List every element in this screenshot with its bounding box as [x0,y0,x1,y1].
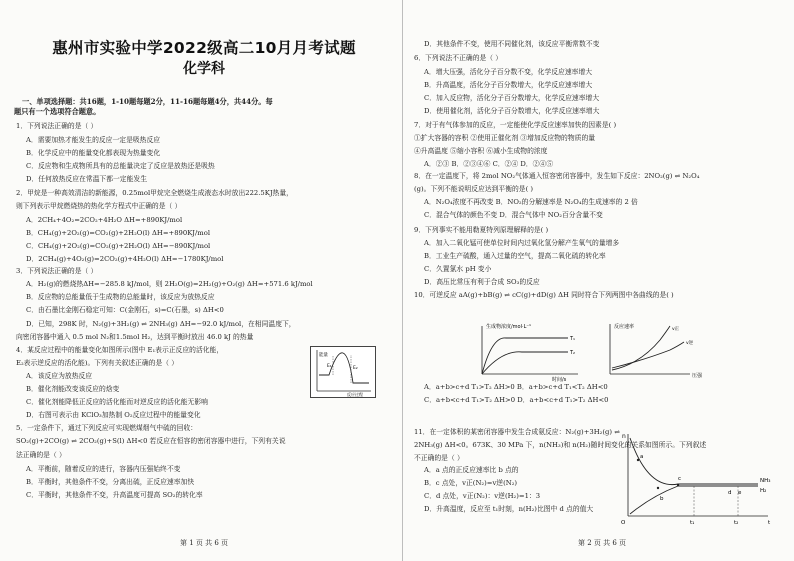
fig10a-t1: T₁ [570,336,576,342]
left-line: 向密闭容器中通入 0.5 mol N₂和1.5mol H₂，达到平衡时放出 46.0 kJ 的热量 [16,333,254,341]
right-page [412,0,792,561]
right-line: A．增大压强，活化分子百分数不变，化学反应速率增大 [424,68,593,76]
ammonia-synthesis-graph [618,430,778,528]
page-footer-right: 第 2 页 共 6 页 [577,539,627,547]
fig11-h2: H₂ [760,488,767,494]
fig11-e: e [738,490,742,496]
exam-title: 惠州市实验中学2022级高二10月月考试题 [52,39,356,57]
page-divider [402,0,403,561]
right-line: B．工业生产硫酸，通入过量的空气，提高二氧化硫的转化率 [424,252,606,260]
left-line: A．2CH₄+4O₂=2CO₂+4H₂O ΔH=+890KJ/mol [26,216,183,224]
right-line: D．高压比常压有利于合成 SO₃的反应 [424,278,540,286]
fig10a-xlabel: 时间/s [552,377,567,382]
left-line: SO₂(g)+2CO(g) ⇌ 2CO₂(g)+S(l) ΔH<0 若反应在恒容的密闭容器中进行，下列有关说 [16,437,286,445]
left-line: C．CH₄(g)+2O₂(g)=CO₂(g)+2H₂O(l) ΔH=−890KJ/mol [26,242,211,250]
fig11-t1: t₁ [690,520,695,526]
left-line: 3．下列说法正确的是（ ） [16,267,98,275]
fig4-ylabel: 能量 [319,353,328,358]
right-line: A．加入二氧化锰可使单位时间内过氧化氢分解产生氧气的量增多 [424,239,620,247]
fig11-nh3: NH₃ [760,478,771,484]
fig11-a: a [640,454,644,460]
right-line: ④升高温度 ⑤缩小容积 ⑥减小生成物的浓度 [414,147,548,155]
left-line: D．已知，298K 时，N₂(g)+3H₂(g) ⇌ 2NH₃(g) ΔH=−92.0 kJ/mol，在相同温度下， [26,320,296,328]
left-line: D．右图可表示由 KClO₃加热制 O₂反应过程中的能量变化 [26,411,201,419]
right-line: C．a+b<c+d T₁>T₂ ΔH>0 D．a+b<c+d T₁>T₂ ΔH<0 [424,396,609,404]
fig10b-vf: v正 [672,327,680,332]
fig11-t2: t₂ [734,520,739,526]
fig4-xlabel: 反应过程 [347,392,363,397]
fig4-e2: E₂ [353,366,358,371]
right-line: A．a+b>c+d T₁>T₂ ΔH>0 B．a+b>c+d T₁<T₂ ΔH<0 [424,383,608,391]
right-line: 6．下列说法不正确的是（ ） [414,54,503,62]
right-line: C．加入反应物，活化分子百分数增大，化学反应速率增大 [424,94,600,102]
concentration-time-graph [472,322,582,382]
right-line: 11．在一定体积的某密闭容器中发生合成氨反应：N₂(g)+3H₂(g) ⇌ [414,428,620,436]
left-line: 1．下列说法正确的是（ ） [16,122,98,130]
right-line: C．d 点处，v正(N₂)：v逆(H₂)=1：3 [424,492,541,500]
fig11-b: b [660,496,664,502]
left-line: A．平衡前，随着反应的进行，容器内压强始终不变 [26,465,181,473]
left-line: 2．甲烷是一种高效清洁的新能源，0.25mol甲烷完全燃烧生成液态水时放出222.5KJ热量， [16,189,293,197]
right-line: 10．可逆反应 aA(g)+bB(g) ⇌ cC(g)+dD(g) ΔH 同时符合下列两图中各曲线的是( ) [414,291,674,299]
right-line: (g)。下列不能说明反应达到平衡的是( ) [414,185,534,193]
left-page [14,0,394,561]
left-line: 4．某反应过程中的能量变化如图所示(图中 E₁表示正反应的活化能， [16,346,224,354]
right-line: A．N₂O₄浓度不再改变 B．NO₂的分解速率是 N₂O₄的生成速率的 2 倍 [424,198,638,206]
left-line: A．需要加热才能发生的反应一定是吸热反应 [26,136,161,144]
fig11-origin: O [621,520,626,526]
left-line: D．2CH₄(g)+4O₂(g)=2CO₂(g)+4H₂O(l) ΔH=−1780KJ/mol [26,255,224,263]
right-line: D．升高温度，反应至 t₁时刻，n(H₂)比图中 d 点的值大 [424,505,594,513]
left-line: A．H₂(g)的燃烧热ΔH=−285.8 kJ/mol，则 2H₂O(g)=2H₂(g)+O₂(g) ΔH=+571.6 kJ/mol [26,280,313,288]
left-line: C．催化剂能降低正反应的活化能而对逆反应的活化能无影响 [26,398,208,406]
left-line: 则下列表示甲烷燃烧热的热化学方程式中正确的是（ ） [16,202,182,210]
right-line: 9．下列事实不能用勒夏特列原理解释的是( ) [414,226,549,234]
section-heading: 一、单项选择题：共16题，1-10题每题2分，11-16题每题4分，共44分。每 [22,97,273,106]
page-footer-left: 第 1 页 共 6 页 [179,539,229,547]
right-line: B．c 点处，v正(N₂)=v逆(N₂) [424,479,518,487]
exam-subject: 化学科 [183,61,225,77]
left-line: B．CH₄(g)+2O₂(g)=CO₂(g)+2H₂O(l) ΔH=+890KJ/mol [26,229,211,237]
left-line: 法正确的是（ ） [16,451,66,459]
right-line: C．混合气体的颜色不变 D．混合气体中 NO₂百分含量不变 [424,211,603,219]
left-line: D．任何放热反应在常温下都一定能发生 [26,175,147,183]
right-line: C．久置氯水 pH 变小 [424,265,492,273]
left-line: B．反应物的总能量低于生成物的总能量时，该反应为放热反应 [26,293,215,301]
fig10b-ylabel: 反应速率 [614,324,635,330]
left-line: E₂表示逆反应的活化能)。下列有关叙述正确的是（ ） [16,359,179,367]
left-line: C．由石墨比金刚石稳定可知：C(金刚石，s)=C(石墨，s) ΔH<0 [26,306,224,314]
right-line: D．使用催化剂，活化分子百分数增大，化学反应速率增大 [424,107,600,115]
right-line: 7．对于有气体参加的反应，一定能使化学反应速率加快的因素是( ) [414,121,617,129]
fig10a-ylabel: 生成物浓度/mol·L⁻¹ [486,324,532,330]
rate-pressure-graph [600,320,710,382]
right-line: ①扩大容器的容积 ②使用正催化剂 ③增加反应物的物质的量 [414,134,596,142]
left-line: B．催化剂能改变该反应的焓变 [26,385,120,393]
fig11-c: c [678,476,682,482]
left-line: 5．一定条件下，通过下列反应可实现燃煤烟气中硫的回收： [16,424,198,432]
left-line: A．该反应为放热反应 [26,372,93,380]
fig10b-xlabel: 压强 [692,373,703,379]
right-line: D．其他条件不变，使用不同催化剂，该反应平衡常数不变 [424,40,600,48]
left-line: C．平衡时，其他条件不变，升高温度可提高 SO₂的转化率 [26,491,203,499]
left-line: B．平衡时，其他条件不变，分离出硫，正反应速率加快 [26,478,195,486]
right-line: 不正确的是（ ） [414,454,464,462]
left-line: B．化学反应中的能量变化都表现为热量变化 [26,149,161,157]
energy-diagram [310,346,376,398]
section-heading-cont: 题只有一个选项符合题意。 [14,107,101,116]
fig11-d: d [728,490,732,496]
fig10a-t2: T₂ [570,350,576,356]
fig10b-vr: v逆 [686,341,694,346]
left-line: C．反应物和生成物所具有的总能量决定了反应是放热还是吸热 [26,162,215,170]
fig11-xlabel: t [768,520,771,526]
right-line: 8．在一定温度下，将 2mol NO₂气体通入恒容密闭容器中，发生如下反应：2NO₂(g) ⇌ N₂O₄ [414,172,700,180]
fig11-ylabel: n [622,433,626,440]
right-line: 2NH₃(g) ΔH<0。673K、30 MPa 下，n(NH₃)和 n(H₂)随时间变化的关系如图所示。下列叙述 [414,441,707,449]
right-line: A．②③ B．②③④⑥ C．②④ D．②④⑤ [424,160,553,168]
right-line: B．升高温度，活化分子百分数增大，化学反应速率增大 [424,81,593,89]
right-line: A．a 点的正反应速率比 b 点的 [424,466,519,474]
fig4-e1: E₁ [327,364,332,369]
